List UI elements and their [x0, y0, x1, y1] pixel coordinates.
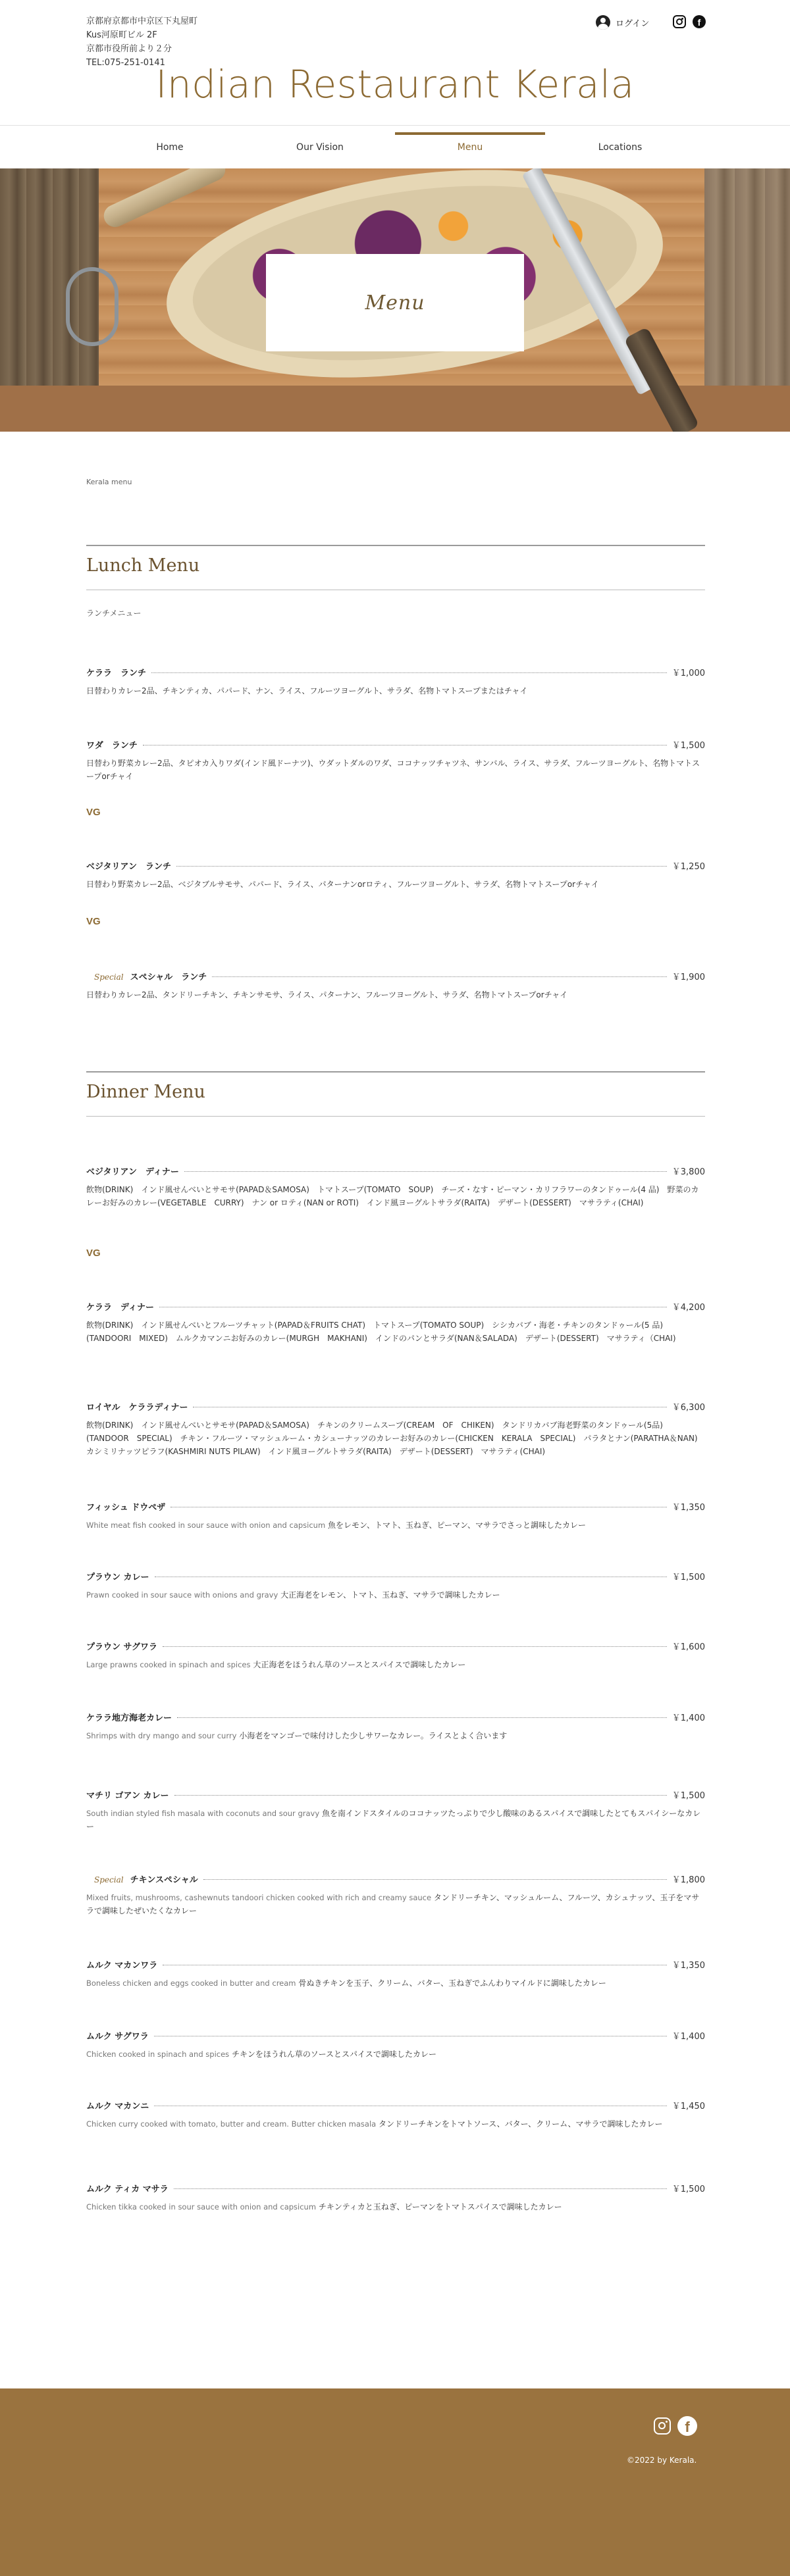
lunch-section-subtitle: ランチメニュー — [86, 609, 142, 618]
menu-item-description — [86, 1977, 705, 1990]
site-header — [0, 0, 790, 125]
menu-item-description: 日替わり野菜カレー2品、ベジタブルサモサ、パパード、ライス、パターナンorロティ、フルーツヨーグルト、サラダ、名物トマトスープorチャイ — [86, 880, 599, 889]
user-avatar-icon — [596, 15, 610, 30]
address-line: 京都府京都市中京区下丸屋町 — [86, 16, 198, 26]
menu-item — [86, 1300, 705, 1345]
menu-item-description — [86, 1519, 705, 1532]
hero-title-card — [266, 254, 524, 351]
menu-item-price: ￥1,400 — [672, 1713, 705, 1723]
menu-item-name: フィッシュ ドウペザ — [86, 1503, 166, 1513]
breadcrumb: Kerala menu — [86, 478, 132, 486]
menu-item — [86, 1788, 705, 1833]
menu-item-price: ￥1,800 — [672, 1875, 705, 1885]
menu-item — [86, 2029, 705, 2061]
menu-item-name: ムルク マカンワラ — [86, 1961, 158, 1971]
menu-item-name: ベジタリアン ディナー — [86, 1167, 179, 1177]
menu-item-description-ja: 大正海老をレモン、トマト、玉ねぎ、マサラで調味したカレー — [280, 1590, 500, 1600]
main-nav — [0, 125, 790, 168]
menu-item-price: ￥1,500 — [672, 1791, 705, 1801]
copyright-text: ©2022 by Kerala. — [627, 2456, 697, 2465]
menu-item-price: ￥3,800 — [672, 1167, 705, 1177]
menu-item-price: ￥1,000 — [672, 669, 705, 678]
menu-item — [86, 1873, 705, 1917]
dotted-leader — [212, 976, 666, 977]
menu-item-price: ￥1,500 — [672, 2185, 705, 2194]
menu-item — [86, 666, 705, 697]
menu-item-name: ムルク ティカ マサラ — [86, 2185, 169, 2194]
menu-item-description-ja: 小海老をマンゴーで味付けした少しサワーなカレー。ライスとよく合います — [239, 1731, 508, 1740]
menu-item-price: ￥4,200 — [672, 1303, 705, 1313]
menu-item-description-ja: 骨ぬきチキンを玉子、クリーム、バター、玉ねぎでふんわりマイルドに調味したカレー — [298, 1979, 606, 1988]
menu-item-description — [86, 1891, 705, 1917]
menu-item-description: 日替わりカレー2品、チキンティカ、パパード、ナン、ライス、フルーツヨーグルト、サラダ、名物トマトスープまたはチャイ — [86, 686, 528, 695]
menu-item-description: 飲物(DRINK) インド風せんべいとフルーツチャット(PAPAD＆FRUITS CHAT) トマトスープ(TOMATO SOUP) シシカバブ・海老・チキンのタンドゥール(5 品)(TANDOORI MIXED) ムルクカマンニお好みのカレー(MURGH MAKHANI) インドのパンとサラダ(NAN＆SALADA) デザート(DESSERT) マサラティ（CHAI) — [86, 1321, 676, 1343]
menu-item-description-ja: 大正海老をほうれん草のソースとスパイスで調味したカレー — [253, 1660, 466, 1669]
dotted-leader — [174, 1795, 667, 1796]
login-label: ログイン — [616, 18, 650, 29]
menu-item-name: ロイヤル ケララディナー — [86, 1403, 188, 1413]
menu-item-price: ￥1,350 — [672, 1961, 705, 1971]
menu-item — [86, 1500, 705, 1532]
menu-item-description-en: Boneless chicken and eggs cooked in butter and cream — [86, 1979, 296, 1988]
section-divider — [86, 545, 705, 546]
menu-item-description-ja: タンドリーチキンをトマトソース、バター、クリーム、マサラで調味したカレー — [379, 2119, 663, 2129]
address-line: Kus河原町ビル 2F — [86, 30, 157, 40]
menu-item-description — [86, 1588, 705, 1602]
vegan-badge: VG — [86, 1248, 101, 1259]
menu-item-description — [86, 2117, 705, 2131]
menu-item-description-ja: チキンティカと玉ねぎ、ピーマンをトマトスパイスで調味したカレー — [318, 2202, 562, 2211]
menu-item-description-ja: 魚を南インドスタイルのココナッツたっぷりで少し酸味のあるスパイスで調味したとてもスパイシーなカレー — [86, 1809, 701, 1831]
phone-line[interactable]: TEL:075-251-0141 — [86, 58, 165, 68]
menu-item — [86, 970, 705, 1001]
menu-item-description — [86, 1658, 705, 1671]
login-button[interactable] — [596, 14, 649, 30]
menu-item-name: スペシャル ランチ — [130, 972, 207, 982]
menu-item — [86, 1570, 705, 1602]
special-tag: Special — [94, 972, 124, 982]
hero-title: Menu — [365, 291, 425, 315]
facebook-icon[interactable]: f — [677, 2416, 697, 2436]
menu-item-description-ja: 魚をレモン、トマト、玉ねぎ、ピーマン、マサラでさっと調味したカレー — [328, 1521, 587, 1530]
dotted-leader — [174, 2188, 667, 2189]
instagram-icon[interactable] — [673, 15, 686, 28]
nav-item-home[interactable]: Home — [156, 142, 184, 153]
menu-item-description: 日替わり野菜カレー2品、タピオカ入りワダ(インド風ドーナツ)、ウダットダルのワダ、ココナッツチャツネ、サンバル、ライス、サラダ、フルーツヨーグルト、名物トマトスープorチャイ — [86, 759, 700, 781]
menu-item-name: チキンスペシャル — [130, 1875, 198, 1885]
menu-item-name: ワダ ランチ — [86, 741, 138, 751]
menu-item-description-en: White meat fish cooked in sour sauce with onion and capsicum — [86, 1521, 326, 1530]
menu-item-description-en: Prawn cooked in sour sauce with onions and gravy — [86, 1590, 278, 1600]
menu-item-price: ￥1,450 — [672, 2102, 705, 2111]
nav-item-menu[interactable]: Menu — [395, 126, 545, 169]
menu-item-name: ケララ地方海老カレー — [86, 1713, 172, 1723]
menu-item-description-en: Large prawns cooked in spinach and spices — [86, 1660, 251, 1669]
menu-item-description: 飲物(DRINK) インド風せんべいとサモサ(PAPAD＆SAMOSA) トマトスープ(TOMATO SOUP) チーズ・なす・ピーマン・カリフラワーのタンドゥール(4 品) 野菜のカレーお好みのカレー(VEGETABLE CURRY) ナン or ロティ(NAN or ROTI) インド風ヨーグルトサラダ(RAITA) デザート(DESSERT) マサラティ(CHAI) — [86, 1185, 699, 1207]
menu-item — [86, 1400, 705, 1458]
facebook-icon[interactable]: f — [693, 15, 706, 28]
menu-item-description — [86, 1729, 705, 1742]
dotted-leader — [163, 1646, 667, 1647]
dotted-leader — [176, 866, 667, 867]
hero-decoration — [66, 267, 118, 346]
footer-social-bar — [654, 2416, 697, 2436]
vegan-badge: VG — [86, 807, 101, 818]
menu-item-description-en: Chicken curry cooked with tomato, butter and cream. Butter chicken masala — [86, 2119, 377, 2129]
dinner-section-title: Dinner Menu — [86, 1082, 205, 1102]
section-divider — [86, 1071, 705, 1073]
menu-item-price: ￥1,500 — [672, 741, 705, 751]
menu-item — [86, 1711, 705, 1742]
menu-item-description-en: Chicken cooked in spinach and spices — [86, 2050, 230, 2059]
menu-item-name: ムルク マカンニ — [86, 2102, 149, 2111]
menu-item-name: プラウン サグワラ — [86, 1642, 158, 1652]
menu-item-name: ムルク サグワラ — [86, 2032, 149, 2042]
site-footer — [0, 2388, 790, 2576]
menu-item-description — [86, 2200, 705, 2213]
menu-item-price: ￥1,350 — [672, 1503, 705, 1513]
dotted-leader — [151, 672, 667, 673]
section-divider — [86, 1116, 705, 1117]
address-line: 京都市役所前より２分 — [86, 44, 172, 54]
instagram-icon[interactable] — [654, 2417, 671, 2435]
menu-item-price: ￥1,500 — [672, 1573, 705, 1582]
dotted-leader — [203, 1879, 667, 1880]
menu-item-price: ￥6,300 — [672, 1403, 705, 1413]
menu-item-price: ￥1,400 — [672, 2032, 705, 2042]
special-tag: Special — [94, 1875, 124, 1884]
menu-item-name: プラウン カレー — [86, 1573, 149, 1582]
menu-item — [86, 1640, 705, 1671]
header-social-bar — [673, 15, 706, 28]
menu-item-description-en: Shrimps with dry mango and sour curry — [86, 1731, 237, 1740]
dotted-leader — [177, 1717, 667, 1718]
menu-item-price: ￥1,250 — [672, 862, 705, 872]
menu-item-description — [86, 2048, 705, 2061]
nav-item-our-vision[interactable]: Our Vision — [296, 142, 344, 153]
site-title[interactable]: Indian Restaurant Kerala — [155, 62, 635, 107]
menu-item-name: ベジタリアン ランチ — [86, 862, 171, 872]
menu-item — [86, 859, 705, 891]
menu-item-description-ja: チキンをほうれん草のソースとスパイスで調味したカレー — [232, 2050, 436, 2059]
menu-item — [86, 1165, 705, 1209]
lunch-section-title: Lunch Menu — [86, 555, 200, 576]
hero-banner — [0, 168, 790, 432]
menu-item-description — [86, 1807, 705, 1833]
menu-item — [86, 2099, 705, 2131]
menu-item — [86, 2182, 705, 2213]
menu-item-name: マチリ ゴアン カレー — [86, 1791, 169, 1801]
menu-item-price: ￥1,600 — [672, 1642, 705, 1652]
menu-item-name: ケララ ランチ — [86, 669, 147, 678]
nav-item-locations[interactable]: Locations — [598, 142, 643, 153]
menu-item — [86, 738, 705, 783]
vegan-badge: VG — [86, 916, 101, 927]
menu-item — [86, 1958, 705, 1990]
menu-item-description: 飲物(DRINK) インド風せんべいとサモサ(PAPAD＆SAMOSA) チキンのクリームスープ(CREAM OF CHIKEN) タンドリカバブ海老野菜のタンドゥール(5品)(TANDOOR SPECIAL) チキン・フルーツ・マッシュルーム・カシューナッツのカレーお好みのカレー(CHICKEN KERALA SPECIAL) パラタとナン(PARATHA＆NAN) カシミリナッツピラフ(KASHMIRI NUTS PILAW) インド風ヨーグルトサラダ(RAITA) デザート(DESSERT) マサラティ(CHAI) — [86, 1421, 706, 1456]
menu-item-name: ケララ ディナー — [86, 1303, 154, 1313]
menu-item-description-en: Chicken tikka cooked in sour sauce with onion and capsicum — [86, 2202, 317, 2211]
menu-item-description-ja: タンドリーチキン、マッシュルーム、フルーツ、カシュナッツ、玉子をマサラで調味したぜいたくなカレー — [86, 1893, 700, 1915]
dotted-leader — [184, 1171, 667, 1172]
menu-item-description-en: South indian styled fish masala with coconuts and sour gravy — [86, 1809, 320, 1818]
menu-item-description: 日替わりカレー2品、タンドリーチキン、チキンサモサ、ライス、パターナン、フルーツヨーグルト、サラダ、名物トマトスープorチャイ — [86, 990, 568, 999]
menu-item-price: ￥1,900 — [672, 972, 705, 982]
menu-item-description-en: Mixed fruits, mushrooms, cashewnuts tandoori chicken cooked with rich and creamy sauce — [86, 1893, 432, 1902]
